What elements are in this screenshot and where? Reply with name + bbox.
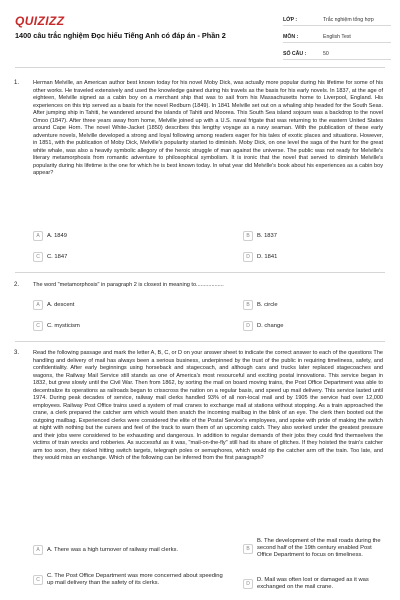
option-b[interactable] — [243, 300, 278, 310]
option-key: C — [33, 321, 43, 331]
divider — [15, 67, 385, 68]
option-key: B — [243, 544, 253, 554]
option-c[interactable] — [33, 252, 67, 262]
question-text: The word "metamorphosis" in paragraph 2 is closest in meaning to.................. — [33, 282, 224, 288]
option-text: B. circle — [257, 301, 278, 308]
option-text: C. mysticism — [47, 322, 80, 329]
option-text: D. change — [257, 322, 284, 329]
option-key: A — [33, 231, 43, 241]
divider — [15, 272, 385, 273]
meta-value: English Test — [323, 34, 351, 40]
option-text: A. 1849 — [47, 232, 67, 239]
option-key: B — [243, 231, 253, 241]
question-text: Read the following passage and mark the letter A, B, C, or D on your answer sheet to indicate the correct answer to each of the questions The handling and delivery of mail has always been a serious business, underpinned by the trust of the public in requiring timeliness, safety, and confidentiality. After early beginnings using horseback and stagecoach, and although cars and trucks later replaced stagecoaches and wagons, the Railway Mail Service still stands as one of America's most resourceful and exciting postal innovations. This service began in 1832, but grew slowly until the Civil War. Then from 1862, by sorting the mail on board moving trains, the Post Office Department was able to decentralize its operations as railroads began to crisscross the nation on a regular basis, and speed up mail delivery. This service lasted until 1974. During peak decades of service, railway mail clerks handled 93% of all non-local mail and by 1905 the service had over 12,000 employees. Railway Post Office trains used a system of mail cranes to exchange mail at stations without stopping. As a train approached the crane, a clerk prepared the catcher arm which would then snatch the incoming mailbag in the blink of an eye. The clerk then booted out the outgoing mailbag. Experienced clerks were considered the elite of the Postal Service's employees, and spoke with pride of making the switch at night with nothing but the curves and feel of the track to warn them of an upcoming catch. They also worked under the greatest pressure and their jobs were considered to be exhausting and dangerous. In addition to regular demands of their jobs they could find themselves the victims of train wrecks and robberies. As successful as it was, "mail-on-the-fly" still had its share of glitches. If they hoisted the train's catcher arm too soon, they risked hitting switch targets, telegraph poles or semaphores, which would rip the catcher arm off the train. Too late, and they would miss an exchange. Which of the following can be inferred from the first paragraph? — [33, 350, 383, 461]
question-text: Herman Melville, an American author best known today for his novel Moby Dick, was actually more popular during his lifetime for some of his other works. He traveled extensively and used the knowledge gained during his travels as the basis for his early novels. In 1837, at the age of eighteen, Melville signed as a cabin boy on a merchant ship that was to sail from his Massachusetts home to Liverpool, England. His experiences on this trip served as a basis for the novel Redburn (1849). In 1841 Melville set out on a whaling ship headed for the South Seas. After jumping ship in Tahiti, he wandered around the islands of Tahiti and Moorea. This South Sea island sojourn was a backdrop to the novel Omoo (1847). After three years away from home, Melville joined up with a U.S. naval frigate that was returning to the eastern United States around Cape Horn. The novel White-Jacket (1850) describes this lengthy voyage as a navy seaman. With the publication of these early adventure novels, Melville developed a strong and loyal following among readers eager for his tales of exotic places and situations. However, in 1851, with the publication of Moby Dick, Melville's popularity started to diminish. Moby Dick, on one level the saga of the hunt for the great white whale, was also a heavily symbolic allegory of the heroic struggle of man against the universe. The public was not ready for Melville's literary metamorphosis from romantic adventure to philosophical symbolism. It is ironic that the novel that served to diminish Melville's popularity during his lifetime is the one for which he is best known today. In what year did Melville's book about his experiences as a cabin boy appear? — [33, 80, 383, 176]
option-c[interactable] — [33, 573, 223, 587]
meta-label: LỚP : — [283, 17, 298, 23]
option-key: C — [33, 575, 43, 585]
option-key: C — [33, 252, 43, 262]
document-meta — [283, 11, 391, 62]
meta-label: SỐ CÂU : — [283, 51, 307, 57]
option-text: B. 1837 — [257, 232, 277, 239]
option-text: C. The Post Office Department was more concerned about speeding up mail delivery than the safety of its clerks. — [47, 573, 223, 586]
option-a[interactable] — [33, 545, 223, 555]
option-key: A — [33, 300, 43, 310]
question-number: 1. — [14, 80, 20, 86]
option-text: A. descent — [47, 301, 75, 308]
option-d[interactable] — [243, 252, 277, 262]
quizizz-logo: QUIZIZZ — [15, 14, 65, 28]
option-text: C. 1847 — [47, 253, 68, 260]
document-title: 1400 câu trắc nghiệm Đọc hiểu Tiếng Anh có đáp án - Phần 2 — [15, 31, 226, 40]
option-d[interactable] — [243, 577, 388, 591]
meta-row-class — [283, 11, 391, 26]
divider — [15, 341, 385, 342]
meta-value: 50 — [323, 51, 329, 57]
option-key: D — [243, 321, 253, 331]
option-text: B. The development of the mail roads during the second half of the 19th century enabled Post Office Department to focus on timeliness. — [257, 538, 381, 558]
option-a[interactable] — [33, 300, 74, 310]
option-text: A. There was a high turnover of railway mail clerks. — [47, 546, 179, 553]
option-b[interactable] — [243, 538, 388, 559]
option-text: D. Mail was often lost or damaged as it was exchanged on the mail crane. — [257, 577, 369, 590]
question-number: 3. — [14, 350, 20, 356]
page-header — [0, 0, 400, 64]
meta-row-subject — [283, 28, 391, 43]
meta-row-count — [283, 45, 391, 60]
meta-value: Trắc nghiệm tổng hợp — [323, 17, 374, 23]
option-key: D — [243, 252, 253, 262]
option-b[interactable] — [243, 231, 277, 241]
option-key: A — [33, 545, 43, 555]
option-d[interactable] — [243, 321, 283, 331]
question-number: 2. — [14, 282, 20, 288]
option-a[interactable] — [33, 231, 67, 241]
meta-label: MÔN : — [283, 34, 299, 40]
option-text: D. 1841 — [257, 253, 278, 260]
option-c[interactable] — [33, 321, 80, 331]
option-key: D — [243, 579, 253, 589]
option-key: B — [243, 300, 253, 310]
